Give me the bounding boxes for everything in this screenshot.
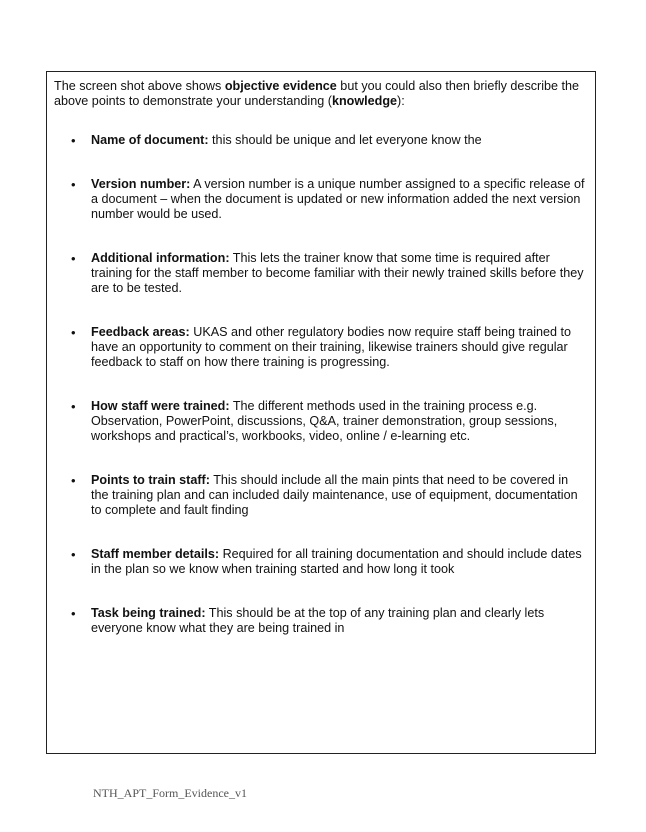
point-text: This lets the trainer know that some time is required after training for the staff member to become familiar with their newly trained skills before they are to be tested. <box>91 251 584 295</box>
point-term: Name of document: <box>91 133 209 147</box>
intro-text: but you could also then briefly describe the above points to demonstrate your understanding ( <box>54 79 580 108</box>
point-name-of-document <box>47 133 595 148</box>
point-staff-member-details <box>47 547 595 577</box>
point-version-number <box>47 177 595 222</box>
point-text: This should include all the main pints that need to be covered in the training plan and can included daily maintenance, use of equipment, documentation to complete and fault finding <box>91 473 578 517</box>
point-feedback-areas <box>47 325 595 370</box>
point-term: Task being trained: <box>91 606 206 620</box>
point-text: This should be at the top of any training plan and clearly lets everyone know what they are being trained in <box>91 606 545 635</box>
intro-bold-knowledge: knowledge <box>331 94 398 108</box>
intro-text: The screen shot above shows <box>54 79 225 93</box>
point-term: Points to train staff: <box>91 473 210 487</box>
intro-text: ): <box>397 94 405 108</box>
point-term: Staff member details: <box>91 547 220 561</box>
point-text: this should be unique and let everyone know the <box>208 133 482 147</box>
point-term: Feedback areas: <box>91 325 190 339</box>
point-additional-information <box>47 251 595 296</box>
point-text: The different methods used in the training process e.g. Observation, PowerPoint, discussions, Q&A, trainer demonstration, group sessions, workshops and practical’s, workbooks, video, online / e-learning etc. <box>91 399 558 443</box>
intro-paragraph <box>54 79 590 109</box>
point-text: UKAS and other regulatory bodies now require staff being trained to have an opportunity to comment on their training, likewise trainers should give regular feedback to staff on how there training is progressing. <box>91 325 572 369</box>
document-footer: NTH_APT_Form_Evidence_v1 <box>93 786 247 800</box>
point-text: A version number is a unique number assigned to a specific release of a document – when the document is updated or new information added the next version number would be used. <box>91 177 585 221</box>
point-task-being-trained <box>47 606 595 636</box>
intro-bold-objective-evidence: objective evidence <box>224 79 337 93</box>
point-points-to-train-staff <box>47 473 595 518</box>
point-term: How staff were trained: <box>91 399 230 413</box>
points-list <box>47 133 595 665</box>
point-text: Required for all training documentation and should include dates in the plan so we know when training started and how long it took <box>91 547 582 576</box>
evidence-box <box>46 71 596 754</box>
point-how-staff-were-trained <box>47 399 595 444</box>
point-term: Additional information: <box>91 251 230 265</box>
point-term: Version number: <box>91 177 191 191</box>
